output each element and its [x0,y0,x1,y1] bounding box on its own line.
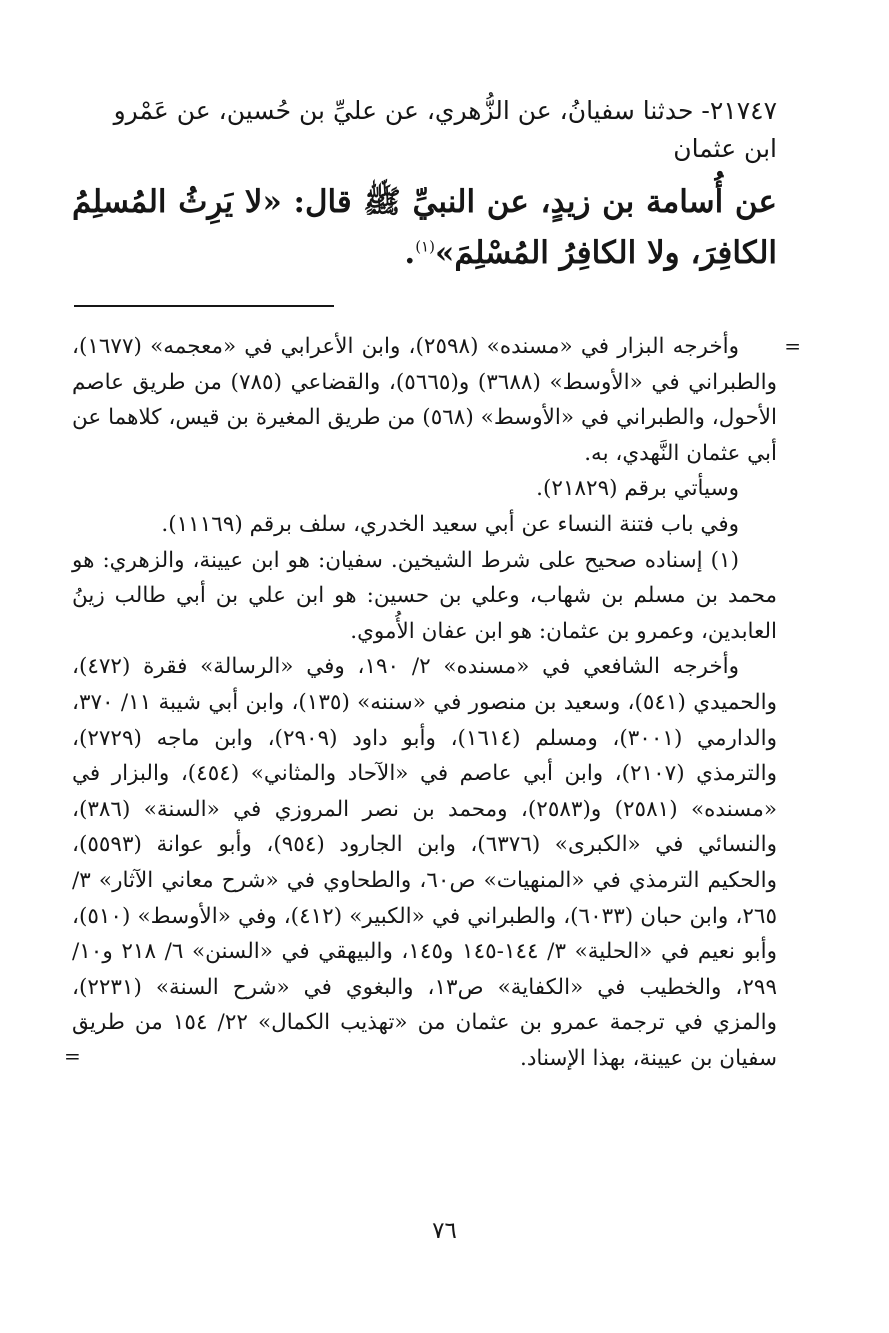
hadith-text: عن أُسامة بن زيدٍ، عن النبيِّ ﷺ قال: «لا يَرِثُ المُسلِمُ الكافِرَ، ولا الكافِرُ المُسْلِمَ»$^{(١)}$. [72,184,777,271]
footnote-paragraph: وفي باب فتنة النساء عن أبي سعيد الخدري، سلف برقم (١١١٦٩). [161,511,739,537]
footnote-paragraph: وسيأتي برقم (٢١٨٢٩). [536,476,739,502]
hadith-body: عن أُسامة بن زيدٍ، عن النبيِّ ﷺ قال: «لا يَرِثُ المُسلِمُ الكافِرَ، ولا الكافِرُ المُسْلِمَ» [72,184,777,271]
footnote-marker: (١) [415,237,435,256]
continuation-mark-end: = [64,1043,81,1068]
continuation-mark-start: = [784,334,801,358]
page-number: ٧٦ [432,1218,457,1244]
footnote-paragraph: وأخرجه البزار في «مسنده» (٢٥٩٨)، وابن الأعرابي في «معجمه» (١٦٧٧)، والطبراني في «الأوسط» (٣٦٨٨) و(٥٦٦٥)، والقضاعي (٧٨٥) من طريق عاصم الأحول، والطبراني في «الأوسط» (٥٦٨) من طريق المغيرة بن قيس، كلاهما عن أبي عثمان النَّهدي، به. [72,334,777,466]
hadith-chain-continuation: ابن عثمان [673,134,777,163]
footnote-paragraph: وأخرجه الشافعي في «مسنده» ٢/ ١٩٠، وفي «الرسالة» فقرة (٤٧٢)، والحميدي (٥٤١)، وسعيد بن منصور في «سننه» (١٣٥)، وابن أبي شيبة ١١/ ٣٧٠، والدارمي (٣٠٠١)، ومسلم (١٦١٤)، وأبو داود (٢٩٠٩)، وابن ماجه (٢٧٢٩)، والترمذي (٢١٠٧)، وابن أبي عاصم في «الآحاد والمثاني» (٤٥٤)، والبزار في «مسنده» (٢٥٨١) و(٢٥٨٣)، ومحمد بن نصر المروزي في «السنة» (٣٨٦)، والنسائي في «الكبرى» (٦٣٧٦)، وابن الجارود (٩٥٤)، وأبو عوانة (٥٥٩٣)، والحكيم الترمذي في «المنهيات» ص٦٠، والطحاوي في «شرح معاني الآثار» ٣/ ٢٦٥، وابن حبان (٦٠٣٣)، والطبراني في «الكبير» (٤١٢)، وفي «الأوسط» (٥١٠)، وأبو نعيم في «الحلية» ٣/ ١٤٤-١٤٥ و١٤٥، والبيهقي في «السنن» ٦/ ٢١٨ و١٠/ ٢٩٩، والخطيب في «الكفاية» ص١٣، والبغوي في «شرح السنة» (٢٢٣١)، والمزي في ترجمة عمرو بن عثمان من «تهذيب الكمال» ٢٢/ ١٥٤ من طريق سفيان بن عيينة، بهذا الإسناد. [72,654,778,1071]
footnotes [64,329,801,1076]
document-page [64,90,801,1076]
footnote-separator [74,305,334,307]
hadith-chain: ٢١٧٤٧- حدثنا سفيانُ، عن الزُّهري، عن عليِّ بن حُسين، عن عَمْرو [113,96,777,125]
footnote-paragraph: (١) إسناده صحيح على شرط الشيخين. سفيان: هو ابن عيينة، والزهري: هو محمد بن مسلم بن شهاب، وعلي بن حسين: هو ابن علي بن أبي طالب زينُ العابدين، وعمرو بن عثمان: هو ابن عفان الأُموي. [72,547,777,644]
